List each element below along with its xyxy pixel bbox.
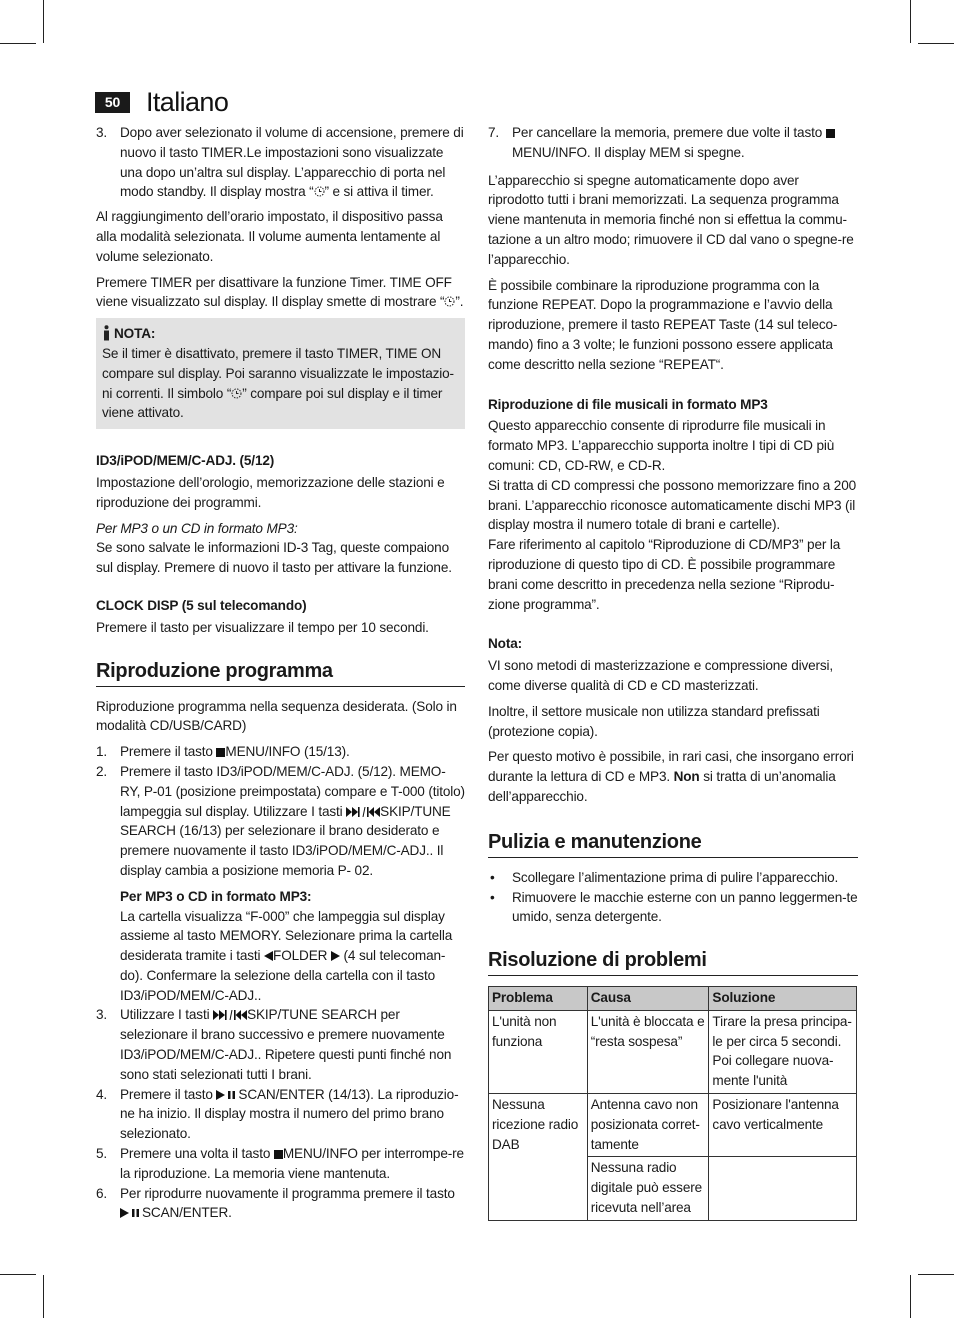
paragraph-text: ”. <box>455 294 464 310</box>
item-number: 7. <box>488 125 500 140</box>
table-cell: Nessuna ricezione radio DAB <box>489 1094 588 1221</box>
mp3-label: Per MP3 o un CD in formato MP3: <box>96 520 298 536</box>
item-text: SCAN/ENTER. <box>142 1205 232 1221</box>
item-text: MENU/INFO per interrompe-re la riproduzione. La memoria viene mantenuta. <box>120 1146 464 1181</box>
crop-mark <box>43 1275 44 1318</box>
arrow-right-icon <box>331 951 340 961</box>
timer-icon <box>314 186 325 197</box>
left-column <box>96 123 465 1223</box>
crop-mark <box>918 1274 954 1275</box>
note-title: NOTA: <box>114 326 156 342</box>
column-header: Causa <box>587 987 709 1011</box>
note-text-part: Se il timer è disattivato, premere il tasto TIMER, TIME ON compare sul display. Poi saranno visualizzate le impostazio-ni correnti. Il simbolo “ <box>102 345 454 401</box>
right-column <box>488 123 858 1221</box>
paragraph <box>96 273 465 313</box>
play-pause-icon <box>216 1090 238 1100</box>
section-heading: Pulizia e manutenzione <box>488 829 858 858</box>
mp3-sub-text-part: (4 sul telecoman-do). Confermare la selezione della cartella con il tasto ID3/iPOD/MEM/C-ADJ.. <box>120 948 446 1003</box>
list-item <box>96 742 465 762</box>
timer-icon <box>231 388 242 399</box>
note-text-part: ” compare poi sul display e il timer viene attivato. <box>102 385 443 421</box>
table-cell: Tirare la presa principa-le per circa 5 secondi. Poi collegare nuova-mente l'unità <box>709 1010 857 1093</box>
play-pause-icon <box>120 1208 142 1218</box>
section-heading: Risoluzione di problemi <box>488 947 858 976</box>
item-text: SKIP/TUNE SEARCH per selezionare il brano successivo e premere nuovamente ID3/iPOD/MEM/C-ADJ.. Ripetere questi punti finché non sono stati selezionati tutti I brani. <box>120 1007 452 1082</box>
list-item <box>96 1085 465 1144</box>
item-number: 5. <box>96 1146 108 1162</box>
subheading: CLOCK DISP (5 sul telecomando) <box>96 597 307 613</box>
mp3-sub-heading: Per MP3 o CD in formato MP3: <box>120 888 312 904</box>
paragraph: È possibile combinare la riproduzione programma con la funzione REPEAT. Dopo la programmazione e l’avvio della riproduzione, premere il tasto REPEAT Taste (14 sul teleco-mando) fino a 3 volte; le funzioni possono essere applicata come descritto nella sezione “REPEAT“. <box>488 277 838 372</box>
list-item <box>488 888 858 928</box>
subheading: ID3/iPOD/MEM/C-ADJ. (5/12) <box>96 453 275 469</box>
timer-steps <box>96 123 465 202</box>
table-cell: Posizionare l'antenna cavo verticalmente <box>709 1094 857 1157</box>
paragraph: Si tratta di CD compressi che possono memorizzare fino a 200 brani. L’apparecchio riconosce automaticamente dischi MP3 (il display mostra il numero totale di brani e cartelle). <box>488 477 857 533</box>
item-text: Premere il tasto <box>120 1086 217 1102</box>
item-text: Premere il tasto ID3/iPOD/MEM/C-ADJ. (5/12). MEMO-RY, P-01 (posizione preimpostata) compare e T-000 (titolo) lampeggia sul display. Utilizzare I tasti <box>120 763 465 819</box>
list-item <box>96 1144 465 1184</box>
paragraph <box>488 747 858 806</box>
item-text: Premere il tasto <box>120 744 217 760</box>
mp3-sub-text <box>120 907 465 1006</box>
paragraph: Premere il tasto per visualizzare il tempo per 10 secondi. <box>96 619 429 635</box>
arrow-left-icon <box>264 951 273 961</box>
note-text <box>102 344 459 423</box>
paragraph-text: Per questo motivo è possibile, in rari casi, che insorgano errori durante la lettura di CD e MP3. <box>488 749 854 785</box>
list-item <box>488 123 858 163</box>
info-icon <box>102 325 111 341</box>
list-item <box>96 1184 465 1224</box>
paragraph: Al raggiungimento dell’orario impostato, il dispositivo passa alla modalità selezionata. Il volume aumenta lentamente al volume selezionato. <box>96 209 443 264</box>
mp3-sub-text-part: FOLDER <box>273 948 331 964</box>
crop-mark <box>0 43 36 44</box>
item-text: Per riprodurre nuovamente il programma premere il tasto <box>120 1185 455 1201</box>
section-heading: Riproduzione programma <box>96 658 465 687</box>
column-header: Soluzione <box>709 987 857 1011</box>
item-text: ” e si attiva il timer. <box>324 184 434 200</box>
item-text: Utilizzare I tasti <box>120 1007 214 1023</box>
mp3-sub-text-part: La cartella visualizza “F-000” che lampeggia sul display assieme al tasto MEMORY. Selezionare prima la cartella desiderata tramite i tasti <box>120 908 453 964</box>
item-text: SKIP/TUNE SEARCH (16/13) per selezionare il brano desiderato e premere nuovamente il tasto ID3/iPOD/MEM/C-ADJ.. Il display cambia a posizione memoria P- 02. <box>120 803 451 878</box>
paragraph: Impostazione dell’orologio, memorizzazione delle stazioni e riproduzione dei programmi. <box>96 474 445 510</box>
item-text: Premere una volta il tasto <box>120 1146 274 1162</box>
table-row <box>489 1094 857 1157</box>
paragraph: Se sono salvate le informazioni ID-3 Tag, queste compaiono sul display. Premere di nuovo il tasto per attivare la funzione. <box>96 540 452 576</box>
item-number: 2. <box>96 763 108 779</box>
paragraph: L’apparecchio si spegne automaticamente dopo aver riprodotto tutti i brani memorizzati. La sequenza programma viene mantenuta in memoria finché non si effettua la commu-tazione a un altro modo; rimuovere il CD dal vano o spegne-re l’apparecchio. <box>488 172 854 267</box>
column-header: Problema <box>489 987 588 1011</box>
crop-mark <box>918 43 954 44</box>
skip-icon <box>346 807 380 817</box>
item-text: Per cancellare la memoria, premere due volte il tasto <box>512 125 826 140</box>
list-item <box>96 762 465 881</box>
table-cell: Antenna cavo non posizionata corret-tamente <box>587 1094 709 1157</box>
bullet: • <box>490 889 495 905</box>
item-number: 3. <box>96 1007 108 1023</box>
paragraph-bold: Non <box>673 769 700 785</box>
crop-mark <box>910 0 911 43</box>
item-number: 3. <box>96 125 108 140</box>
stop-icon <box>274 1150 283 1159</box>
paragraph: Questo apparecchio consente di riprodurre file musicali in formato MP3. L’apparecchio supporta inoltre I tipi di CD più comuni: CD, CD-RW, e CD-R. <box>488 418 835 473</box>
subheading: Riproduzione di file musicali in formato MP3 <box>488 396 768 412</box>
table-cell: Nessuna radio digitale può essere ricevuta nell’area <box>587 1157 709 1220</box>
bullet: • <box>490 869 495 885</box>
cleaning-list <box>488 868 858 927</box>
troubleshooting-table <box>488 986 857 1221</box>
item-text: Dopo aver selezionato il volume di accensione, premere di nuovo il tasto TIMER.Le impostazioni sono visualizzate una dopo un’altra sul display. L’apparecchio di porta nel modo standby. Il display mostra “ <box>120 125 464 200</box>
table-cell: L'unità non funziona <box>489 1010 588 1093</box>
paragraph: VI sono metodi di masterizzazione e compressione diversi, come diverse qualità di CD e CD masterizzati. <box>488 658 834 693</box>
paragraph-text: si tratta di un’anomalia dell’apparecchio. <box>488 769 836 804</box>
item-text: SCAN/ENTER (14/13). La riproduzio-ne ha inizio. Il display mostra il numero del primo brano selezionato. <box>120 1086 459 1142</box>
crop-mark <box>43 0 44 43</box>
note-box <box>96 318 465 429</box>
item-number: 1. <box>96 744 108 760</box>
item-text: Scollegare l’alimentazione prima di pulire l’apparecchio. <box>512 869 839 885</box>
paragraph: Fare riferimento al capitolo “Riproduzione di CD/MP3” per la riproduzione di questo tipo di CD. È possibile programmare brani come descritto in precedenza nella sezione “Riprodu-zione programma”. <box>488 537 841 612</box>
table-cell: L'unità è bloccata e “resta sospesa” <box>587 1010 709 1093</box>
paragraph: Riproduzione programma nella sequenza desiderata. (Solo in modalità CD/USB/CARD) <box>96 698 457 734</box>
page-number: 50 <box>95 92 130 113</box>
item-number: 4. <box>96 1086 108 1102</box>
mp3-sub-block <box>96 887 465 1006</box>
subheading: Nota: <box>488 636 522 652</box>
list-item <box>96 123 465 202</box>
item-text: MENU/INFO. Il display MEM si spegne. <box>512 144 745 160</box>
program-steps <box>96 742 465 1223</box>
crop-mark <box>0 1274 36 1275</box>
paragraph: Inoltre, il settore musicale non utilizza standard prefissati (protezione copia). <box>488 703 820 739</box>
program-steps-continued <box>488 123 858 163</box>
skip-icon <box>213 1010 247 1020</box>
list-item <box>488 868 858 888</box>
stop-icon <box>826 129 835 138</box>
list-item <box>96 1005 465 1084</box>
item-text: Rimuovere le macchie esterne con un panno leggermen-te umido, senza detergente. <box>512 889 858 925</box>
crop-mark <box>910 1275 911 1318</box>
paragraph-text: Premere TIMER per disattivare la funzione Timer. TIME OFF viene visualizzato sul display. Il display smette di mostrare “ <box>96 274 452 310</box>
table-header-row <box>489 987 857 1011</box>
page-title: Italiano <box>146 87 229 117</box>
table-row <box>489 1010 857 1093</box>
table-cell <box>709 1157 857 1220</box>
timer-icon <box>444 296 455 307</box>
item-text: MENU/INFO (15/13). <box>225 744 350 760</box>
item-number: 6. <box>96 1185 108 1201</box>
